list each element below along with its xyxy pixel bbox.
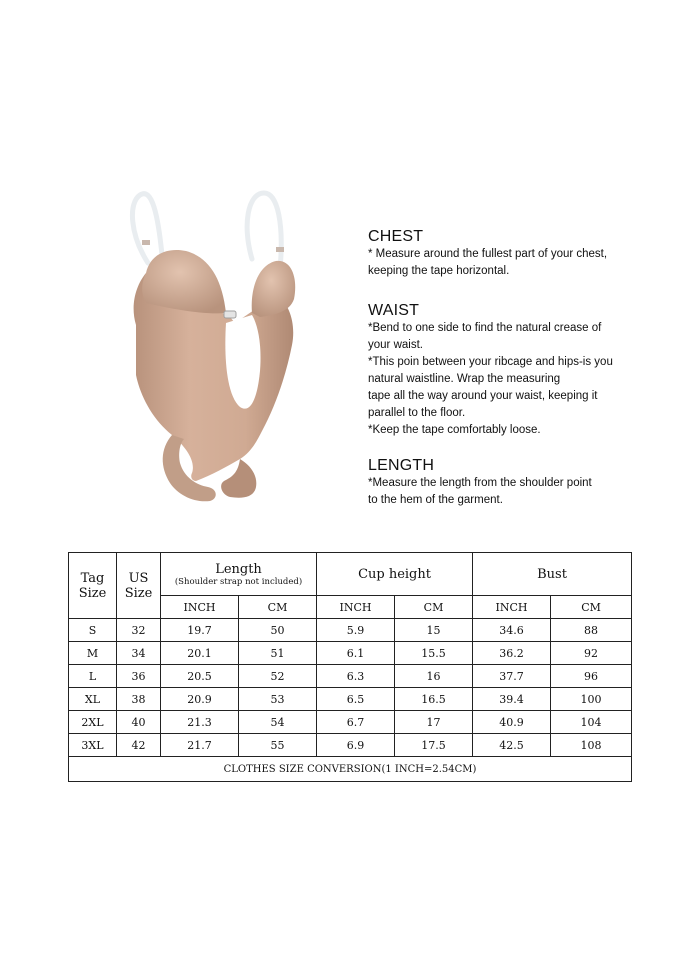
table-row xyxy=(69,619,632,642)
table-cell: 15 xyxy=(395,619,473,642)
table-cell: 6.5 xyxy=(317,688,395,711)
measuring-guide xyxy=(368,228,668,509)
length-line: *Measure the length from the shoulder point xyxy=(368,477,592,489)
table-cell: 39.4 xyxy=(473,688,551,711)
table-cell: 17 xyxy=(395,711,473,734)
tag-size-header xyxy=(69,553,117,619)
unit-cell: CM xyxy=(239,596,317,619)
tag-size-label: Tag xyxy=(80,570,105,586)
table-cell: 92 xyxy=(551,642,632,665)
table-cell: 34.6 xyxy=(473,619,551,642)
length-title: Length xyxy=(215,561,262,577)
table-cell: 40 xyxy=(117,711,161,734)
bust-header: Bust xyxy=(473,553,632,596)
table-cell: 20.9 xyxy=(161,688,239,711)
conversion-note: CLOTHES SIZE CONVERSION(1 INCH=2.54CM) xyxy=(69,757,632,782)
table-cell: 6.3 xyxy=(317,665,395,688)
waist-line: *Keep the tape comfortably loose. xyxy=(368,424,541,436)
length-line: to the hem of the garment. xyxy=(368,494,503,506)
table-cell: 32 xyxy=(117,619,161,642)
table-cell: 100 xyxy=(551,688,632,711)
table-cell: 16.5 xyxy=(395,688,473,711)
table-cell: 2XL xyxy=(69,711,117,734)
table-cell: 20.1 xyxy=(161,642,239,665)
length-header xyxy=(161,553,317,596)
table-cell: 50 xyxy=(239,619,317,642)
table-cell: 104 xyxy=(551,711,632,734)
length-section xyxy=(368,457,668,509)
table-footer-row xyxy=(69,757,632,782)
table-cell: 108 xyxy=(551,734,632,757)
table-cell: 3XL xyxy=(69,734,117,757)
table-cell: 40.9 xyxy=(473,711,551,734)
table-cell: L xyxy=(69,665,117,688)
table-row xyxy=(69,711,632,734)
table-cell: 55 xyxy=(239,734,317,757)
table-cell: 6.1 xyxy=(317,642,395,665)
size-chart-table xyxy=(68,552,632,782)
table-cell: 6.7 xyxy=(317,711,395,734)
table-cell: 51 xyxy=(239,642,317,665)
chest-line: keeping the tape horizontal. xyxy=(368,265,510,277)
table-row xyxy=(69,665,632,688)
table-cell: 20.5 xyxy=(161,665,239,688)
table-cell: M xyxy=(69,642,117,665)
length-title: LENGTH xyxy=(368,457,435,474)
table-header-row xyxy=(69,553,632,596)
table-cell: 15.5 xyxy=(395,642,473,665)
table-row xyxy=(69,734,632,757)
table-cell: 17.5 xyxy=(395,734,473,757)
size-rows xyxy=(69,619,632,757)
table-cell: 37.7 xyxy=(473,665,551,688)
chest-section xyxy=(368,228,668,280)
table-cell: 16 xyxy=(395,665,473,688)
unit-cell: CM xyxy=(395,596,473,619)
table-cell: XL xyxy=(69,688,117,711)
table-cell: 88 xyxy=(551,619,632,642)
table-cell: 6.9 xyxy=(317,734,395,757)
table-cell: 5.9 xyxy=(317,619,395,642)
table-cell: 19.7 xyxy=(161,619,239,642)
table-cell: 21.7 xyxy=(161,734,239,757)
unit-cell: INCH xyxy=(161,596,239,619)
waist-section xyxy=(368,302,668,439)
us-size-header xyxy=(117,553,161,619)
waist-line: your waist. xyxy=(368,339,423,351)
table-row xyxy=(69,688,632,711)
table-cell: 42 xyxy=(117,734,161,757)
table-cell: 21.3 xyxy=(161,711,239,734)
us-size-label: US xyxy=(128,570,149,586)
tag-size-label: Size xyxy=(78,585,107,601)
table-cell: S xyxy=(69,619,117,642)
unit-cell: INCH xyxy=(317,596,395,619)
waist-title: WAIST xyxy=(368,302,420,319)
waist-line: *Bend to one side to find the natural crease of xyxy=(368,322,602,334)
table-cell: 36 xyxy=(117,665,161,688)
table-cell: 96 xyxy=(551,665,632,688)
table-cell: 52 xyxy=(239,665,317,688)
table-cell: 36.2 xyxy=(473,642,551,665)
table-cell: 38 xyxy=(117,688,161,711)
waist-line: tape all the way around your waist, keeping it xyxy=(368,390,598,402)
waist-line: natural waistline. Wrap the measuring xyxy=(368,373,561,385)
unit-cell: CM xyxy=(551,596,632,619)
us-size-label: Size xyxy=(124,585,153,601)
unit-cell: INCH xyxy=(473,596,551,619)
bodysuit-image xyxy=(100,185,360,545)
chest-title: CHEST xyxy=(368,228,424,245)
table-cell: 53 xyxy=(239,688,317,711)
table-cell: 42.5 xyxy=(473,734,551,757)
table-row xyxy=(69,642,632,665)
cup-height-header: Cup height xyxy=(317,553,473,596)
table-cell: 34 xyxy=(117,642,161,665)
table-cell: 54 xyxy=(239,711,317,734)
waist-line: *This poin between your ribcage and hips-is you xyxy=(368,356,613,368)
length-note: (Shoulder strap not included) xyxy=(174,576,303,587)
waist-line: parallel to the floor. xyxy=(368,407,466,419)
chest-line: * Measure around the fullest part of your chest, xyxy=(368,248,608,260)
